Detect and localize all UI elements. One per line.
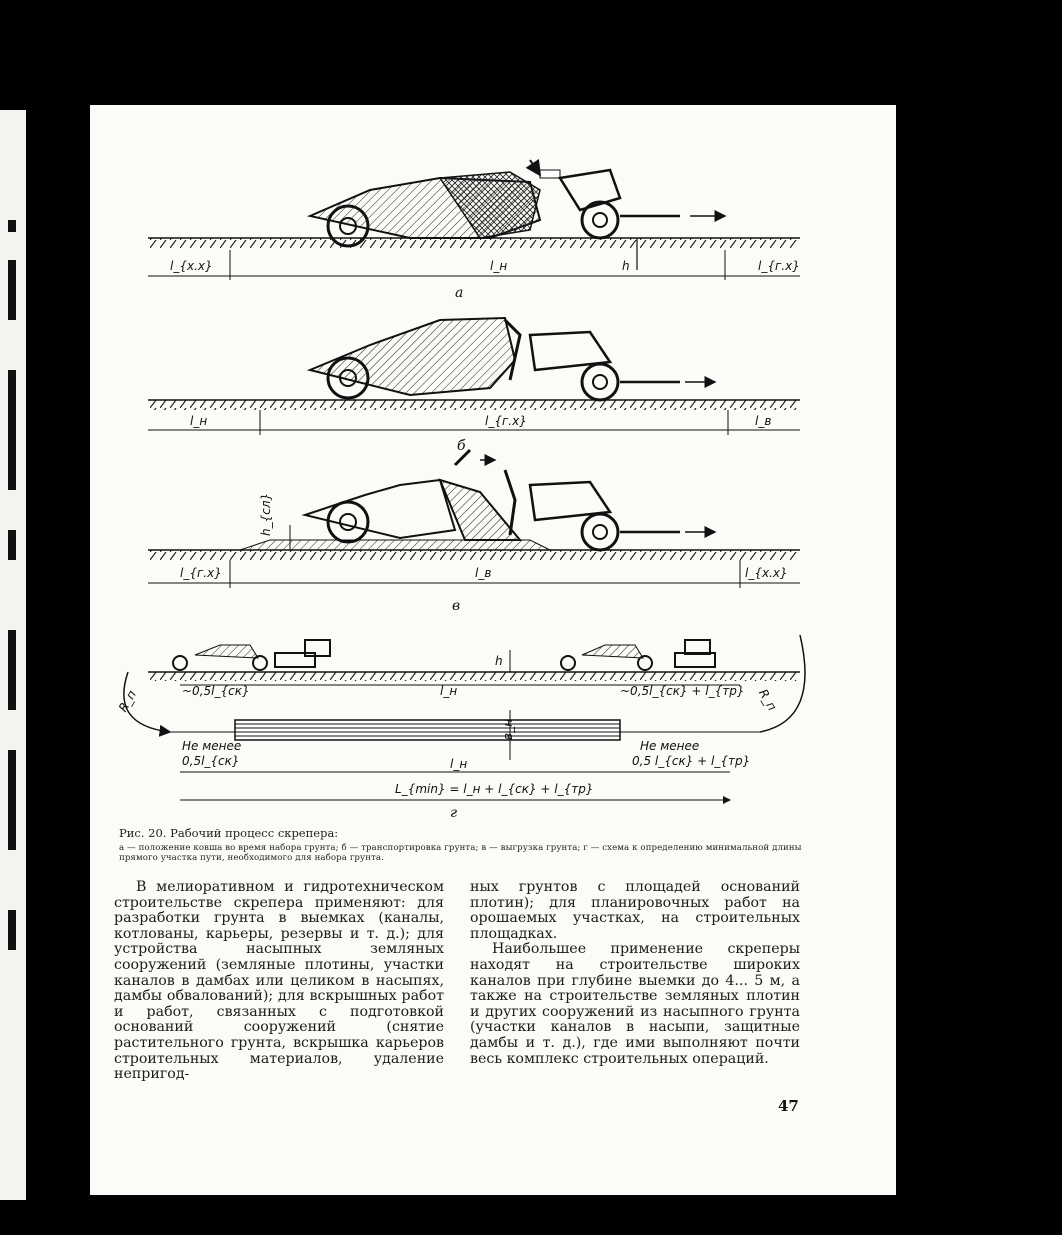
dim-b-left: l_н bbox=[190, 414, 208, 428]
min-right-2: 0,5 l_{ск} + l_{тр} bbox=[632, 754, 751, 768]
scraper-b bbox=[310, 318, 715, 400]
bottom-middle-dim: l_н bbox=[450, 757, 468, 771]
top-left-dim: ~0,5l_{ск} bbox=[182, 684, 250, 698]
caption-title: Рис. 20. Рабочий процесс скрепера: bbox=[119, 826, 339, 840]
min-left-2: 0,5l_{ск} bbox=[182, 754, 240, 768]
depth-g: h bbox=[495, 654, 503, 668]
panel-g bbox=[116, 635, 805, 820]
top-right-dim: ~0,5l_{ск} + l_{тр} bbox=[620, 684, 745, 698]
scraper-g-right bbox=[561, 640, 715, 670]
top-middle-dim: l_н bbox=[440, 684, 458, 698]
radius-right: R_п bbox=[756, 686, 780, 714]
dim-a-left: l_{x.x} bbox=[170, 259, 213, 273]
panel-v bbox=[148, 450, 800, 614]
dim-a-right: l_{г.x} bbox=[758, 259, 800, 273]
width-g: в_н bbox=[501, 719, 515, 740]
panel-b bbox=[148, 318, 800, 454]
panel-b-label: б bbox=[457, 438, 466, 454]
dim-b-right: l_в bbox=[755, 414, 772, 428]
dim-a-depth: h bbox=[622, 259, 630, 273]
dim-v-height: h_{сл} bbox=[259, 492, 273, 536]
scraper-figure bbox=[110, 120, 810, 820]
dim-v-right: l_{x.x} bbox=[745, 566, 788, 580]
text-column-left bbox=[114, 880, 444, 1083]
panel-a bbox=[148, 160, 800, 301]
paragraph-right-1: ных грунтов с площадей оснований плотин); для планировочных работ на орошаемых участках, на строительных площадках. bbox=[470, 879, 800, 942]
dim-v-middle: l_в bbox=[475, 566, 492, 580]
figure-caption bbox=[119, 826, 809, 863]
total-dim: L_{min} = l_н + l_{ск} + l_{тр} bbox=[395, 782, 594, 796]
caption-text: а — положение ковша во время набора грунта; б — транспортировка грунта; в — выгрузка грунта; г — схема к определению минимальной длины прямого участка пути, необходимого для набора грунта. bbox=[119, 843, 802, 863]
dim-b-middle: l_{г.x} bbox=[485, 414, 527, 428]
min-left-1: Не менее bbox=[182, 739, 242, 753]
dim-a-middle: l_н bbox=[490, 259, 508, 273]
min-right-1: Не менее bbox=[640, 739, 700, 753]
scraper-diagram bbox=[110, 120, 810, 820]
panel-a-label: а bbox=[455, 285, 464, 301]
dim-v-left: l_{г.x} bbox=[180, 566, 222, 580]
book-edge bbox=[0, 110, 26, 1200]
text-column-right bbox=[470, 880, 800, 1067]
panel-v-label: в bbox=[452, 598, 461, 614]
scraper-g-left bbox=[173, 640, 330, 670]
paragraph-right-2: Наибольшее применение скреперы находят на строительстве широких каналов при глубине выемки до 4... 5 м, а также на строительстве земляных плотин и других сооружений из насыпного грунта (участки каналов в насыпи, защитные дамбы и т. д.), где ими выполняют почти весь комплекс строительных операций. bbox=[470, 941, 800, 1067]
paragraph-left: В мелиоративном и гидротехническом строительстве скрепера применяют: для разработки грунта в выемках (каналы, котлованы, карьеры, резервы и т. д.); для устройства насыпных земляных сооружений (земляные плотины, участки каналов в дамбах или целиком в насыпях, дамбы обвалований); для вскрышных работ и работ, связанных с подготовкой оснований сооружений (снятие растительного грунта, вскрышка карьеров строительных материалов, удаление непригод- bbox=[114, 879, 444, 1083]
radius-left: R_п bbox=[115, 687, 140, 715]
page-number: 47 bbox=[778, 1097, 799, 1115]
scraper-v bbox=[305, 450, 715, 550]
panel-g-label: г bbox=[450, 805, 458, 820]
scraper-a bbox=[310, 160, 725, 246]
